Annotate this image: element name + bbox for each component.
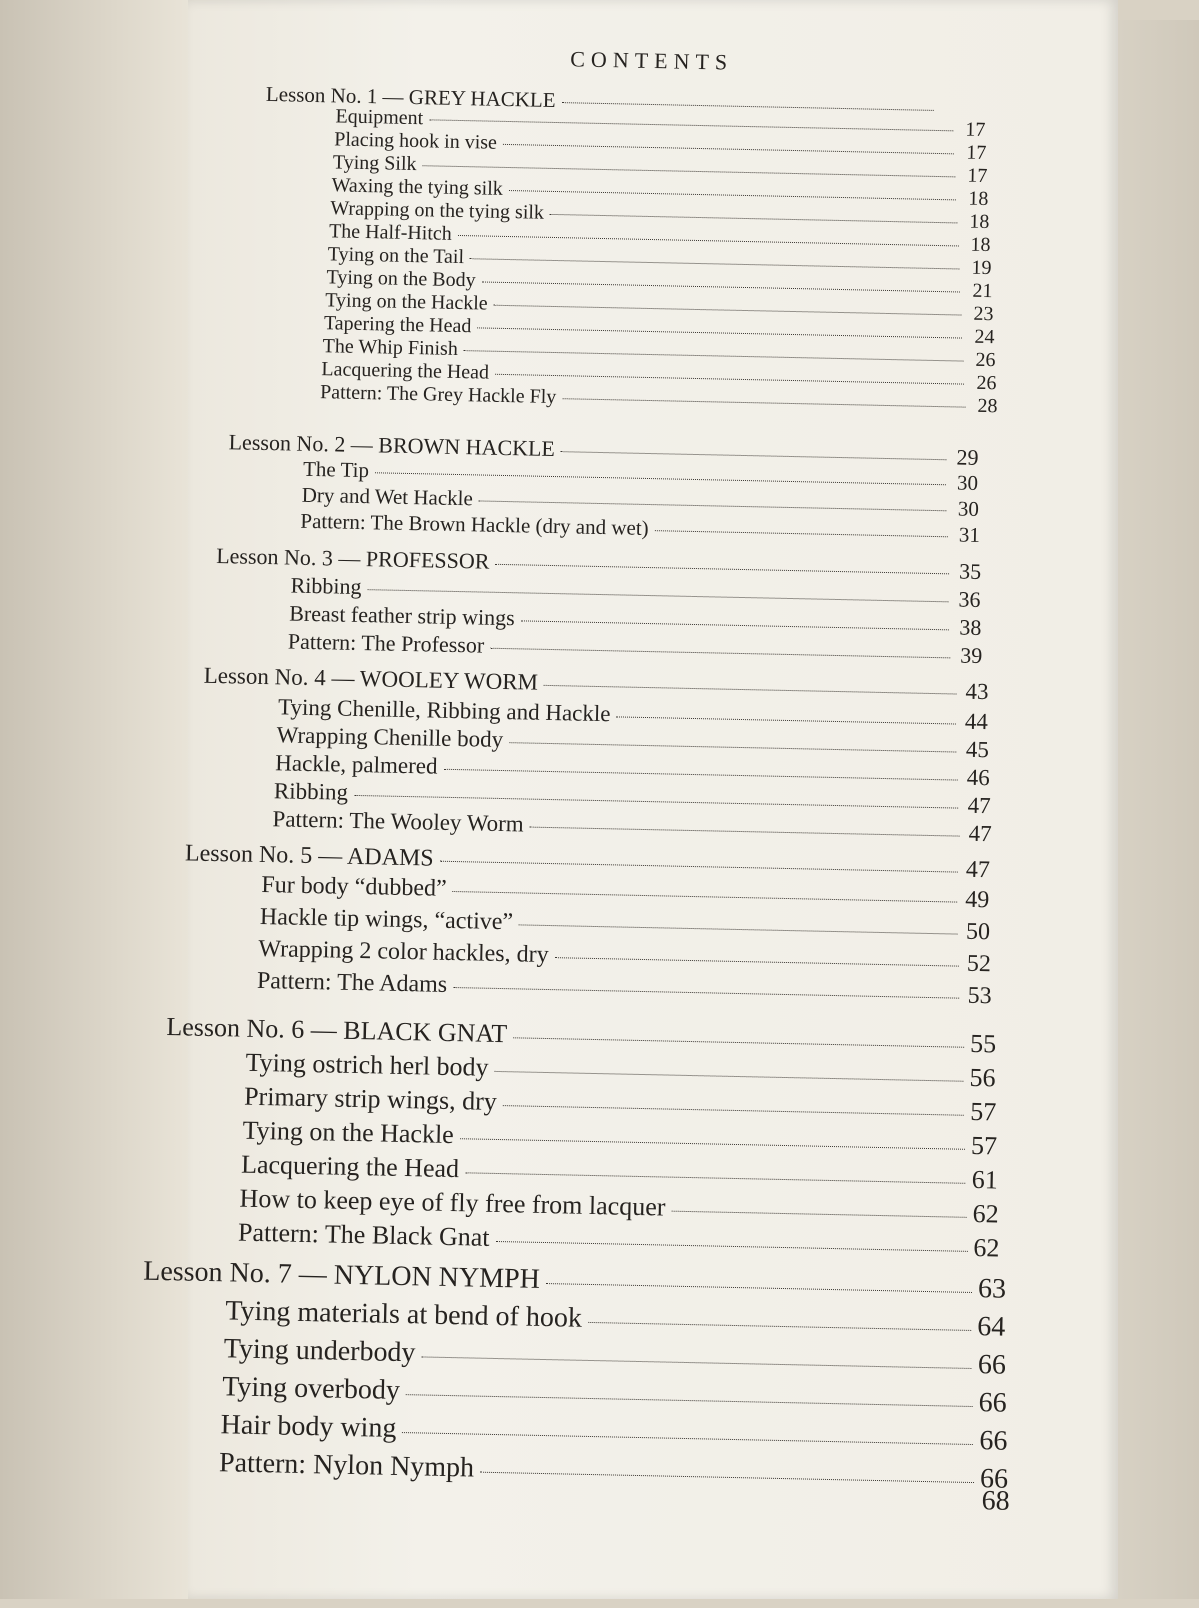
dot-leader [458,235,959,246]
page-number: 30 [956,470,979,495]
page-number: 66 [979,1425,1008,1457]
dot-leader [402,1432,973,1445]
entry-label: Tying on the Hackle [325,289,488,315]
entry-label: Tying Chenille, Ribbing and Hackle [277,694,611,727]
page-number: 18 [968,187,989,211]
page-number: 63 [977,1273,1007,1305]
page-number: 64 [976,1311,1006,1343]
entry-label: Hackle, palmered [275,750,438,779]
entry-label: Fur body “dubbed” [261,871,447,902]
dot-leader [375,472,946,485]
page-number: 61 [971,1164,999,1195]
entry-label: Tapering the Head [323,312,472,338]
dot-leader [509,190,957,200]
page-number: 17 [965,118,986,141]
dot-leader [546,1283,972,1293]
page-number: 26 [975,348,996,372]
dot-leader [513,1037,964,1047]
entry-label: Equipment [335,105,424,130]
page-number: 55 [969,1028,997,1059]
dot-leader [495,564,949,575]
dot-leader [470,258,959,269]
dot-leader [460,1138,965,1150]
dot-leader [406,1394,973,1407]
entry-label: Pattern: The Wooley Worm [272,806,524,837]
dot-leader [495,1241,967,1252]
page-number: 23 [973,302,994,326]
page-number: 19 [971,256,992,280]
page-number: 62 [972,1198,999,1229]
dot-leader [440,861,958,873]
page-number: 30 [957,496,980,521]
dot-leader [495,374,965,385]
dot-leader [555,957,959,966]
entry-label: Tying on the Hackle [242,1115,455,1150]
page-number: 35 [958,558,982,584]
entry-label: Tying underbody [223,1333,416,1369]
page-edge [1110,20,1199,1599]
page-number: 66 [977,1349,1007,1381]
entry-label: Primary strip wings, dry [243,1081,498,1116]
dot-leader [530,827,960,837]
page-number: 44 [964,708,989,735]
dot-leader [509,742,957,752]
trailing-page-number: 68 [981,1485,1010,1517]
dot-leader [550,214,957,224]
entry-label: Hackle tip wings, “active” [259,903,514,936]
page-number: 47 [965,856,991,884]
dot-leader [561,451,947,460]
dot-leader [616,716,955,724]
page-number: 17 [966,141,987,165]
dot-leader [494,305,962,316]
page-number: 53 [967,982,992,1010]
dot-leader [671,1211,966,1218]
dot-leader [479,500,947,511]
dot-leader [421,1356,972,1369]
lesson-heading: Lesson No. 2 — BROWN HACKLE [228,429,556,462]
dot-leader [429,119,953,131]
dot-leader [495,1071,964,1082]
entry-label: Placing hook in vise [333,128,498,154]
entry-label: The Half-Hitch [328,220,453,245]
page-number: 57 [969,1096,997,1127]
dot-leader [422,165,955,177]
dot-leader [521,620,950,630]
entry-label: Ribbing [273,778,349,805]
entry-label: Ribbing [290,572,362,600]
entry-label: Tying materials at bend of hook [225,1295,583,1334]
page-number: 56 [969,1062,996,1093]
entry-label: Tying overbody [221,1371,401,1407]
entry-label: Tying on the Body [326,266,476,292]
page-number: 36 [958,586,981,612]
entry-label: Pattern: The Black Gnat [237,1217,490,1252]
page-number: 57 [970,1130,998,1161]
lesson-heading: Lesson No. 3 — PROFESSOR [216,542,490,574]
entry-label: Wrapping 2 color hackles, dry [258,935,549,969]
page-number: 18 [969,210,990,234]
entry-label: Pattern: Nylon Nymph [218,1447,475,1484]
page-number: 29 [956,444,979,470]
entry-label: Hair body wing [220,1409,397,1444]
page-number: 21 [972,279,993,303]
page-number: 50 [965,918,991,946]
table-of-contents [142,0,1118,1608]
page-number: 52 [966,950,992,978]
page-number [940,115,966,116]
entry-label: How to keep eye of fly free from lacquer [239,1183,666,1222]
page-number: 47 [967,792,991,819]
lesson-heading: Lesson No. 5 — ADAMS [184,840,434,872]
dot-leader [453,891,958,903]
page-number: 49 [964,886,990,914]
dot-leader [503,144,954,154]
dot-leader [490,648,950,659]
dot-leader [519,924,958,934]
entry-label: Waxing the tying silk [331,174,503,200]
entry-label: Tying ostrich herl body [245,1047,489,1082]
page-number: 43 [965,678,989,705]
page-number: 39 [960,642,983,669]
page-number: 38 [959,614,982,641]
dot-leader [544,685,957,695]
entry-label: Tying Silk [332,151,417,176]
page-number: 24 [974,325,995,349]
lesson-heading: Lesson No. 1 — GREY HACKLE [265,81,556,112]
entry-label: Dry and Wet Hackle [301,482,474,511]
lesson-heading: Lesson No. 4 — WOOLEY WORM [203,662,539,695]
lesson-heading: Lesson No. 6 — BLACK GNAT [166,1012,508,1049]
dot-leader [354,795,959,809]
page-number: 46 [966,764,991,791]
entry-label: Pattern: The Brown Hackle (dry and wet) [300,508,649,541]
entry-label: Pattern: The Adams [256,967,448,998]
page-number: 17 [967,164,988,188]
page-number: 66 [979,1463,1009,1495]
entry-label: The Tip [302,456,370,483]
entry-label: Wrapping Chenille body [276,722,504,753]
dot-leader [465,1172,966,1183]
page-number: 18 [970,233,991,257]
dot-leader [477,327,962,338]
dot-leader [443,769,957,781]
page-number: 45 [965,736,990,763]
page-number: 26 [976,371,997,395]
dot-leader [453,987,960,999]
page-title: CONTENTS [570,46,734,75]
dot-leader [367,589,948,602]
dot-leader [562,102,934,111]
dot-leader [482,281,961,292]
page-number: 28 [977,394,998,418]
page-number: 62 [973,1232,1000,1263]
page-number: 47 [968,820,992,847]
dot-leader [503,1105,964,1116]
dot-leader [562,398,965,407]
entry-label: Lacquering the Head [321,358,490,384]
entry-label: Lacquering the Head [240,1149,460,1184]
page-number: 66 [978,1387,1007,1419]
page-number: 31 [958,522,981,547]
entry-label: Pattern: The Grey Hackle Fly [319,381,557,409]
dot-leader [480,1472,974,1483]
entry-label: The Whip Finish [322,335,459,360]
entry-label: Pattern: The Professor [287,628,485,658]
lesson-heading: Lesson No. 7 — NYLON NYMPH [142,1255,541,1295]
dot-leader [588,1322,971,1331]
entry-label: Breast feather strip wings [289,600,515,631]
dot-leader [655,530,948,537]
entry-label: Wrapping on the tying silk [330,197,545,224]
dot-leader [464,350,964,361]
entry-label: Tying on the Tail [327,243,465,269]
